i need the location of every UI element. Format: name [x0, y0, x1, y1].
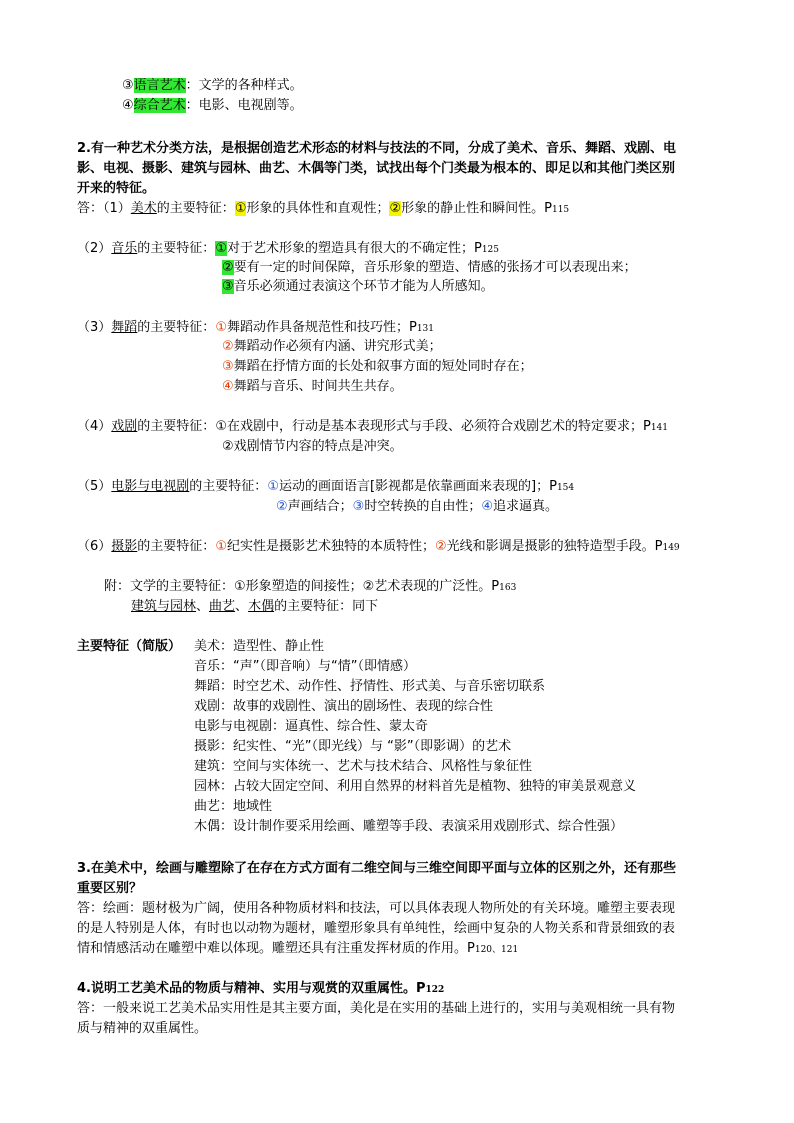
answer-yinyue-2: ②要有一定的时间保障，音乐形象的塑造、情感的张扬才可以表现出来； [222, 260, 637, 275]
numbered-marker: ① [215, 320, 227, 335]
simple-features-heading: 主要特征（简版） [77, 639, 182, 654]
numbered-marker: ② [389, 201, 402, 216]
numbered-marker: ② [222, 260, 234, 275]
answer-dianying: （5）电影与电视剧的主要特征：①运动的画面语言[影视都是依靠画面来表现的]；P154 [77, 479, 575, 494]
simple-feature-item: 曲艺：地域性 [194, 799, 273, 814]
numbered-marker: ② [276, 499, 288, 514]
answer-wudao-2: ②舞蹈动作必须有内涵、讲究形式美； [222, 339, 442, 354]
list-item-comprehensive-art: ④综合艺术：电影、电视剧等。 [122, 98, 303, 113]
answer-yinyue-3: ③音乐必须通过表演这个环节才能为人所感知。 [222, 279, 494, 294]
simple-feature-item: 园林：占较大固定空间、利用自然界的材料首先是植物、独特的审美景观意义 [194, 779, 637, 794]
appendix-others: 建筑与园林、曲艺、木偶的主要特征：同下 [131, 599, 379, 614]
answer-yinyue: （2）音乐的主要特征：①对于艺术形象的塑造具有很大的不确定性；P125 [77, 241, 499, 256]
numbered-marker: ② [222, 339, 234, 354]
numbered-marker: ④ [222, 379, 234, 394]
simple-feature-item: 摄影：纪实性、“光”（即光线）与 “影”（即影调）的艺术 [194, 739, 512, 754]
question-2-title-line: 影、电视、摄影、建筑与园林、曲艺、木偶等门类，试找出每个门类最为根本的、即足以和其他门类区别 [77, 161, 676, 176]
numbered-marker: ① [267, 479, 279, 494]
answer-wudao: （3）舞蹈的主要特征：①舞蹈动作具备规范性和技巧性；P131 [77, 320, 434, 335]
numbered-marker: ② [222, 439, 234, 454]
simple-feature-item: 电影与电视剧：逼真性、综合性、蒙太奇 [194, 719, 429, 734]
simple-feature-item: 木偶：设计制作要采用绘画、雕塑等手段、表演采用戏剧形式、综合性强） [194, 819, 624, 834]
appendix-literature: 附：文学的主要特征：①形象塑造的间接性；②艺术表现的广泛性。P163 [104, 579, 517, 594]
question-3-title-line: 3.在美术中，绘画与雕塑除了在存在方式方面有二维空间与三维空间即平面与立体的区别之外，还有那些 [77, 861, 676, 876]
numbered-marker: ③ [222, 359, 234, 374]
numbered-marker: ① [215, 241, 227, 256]
numbered-marker: ③ [222, 279, 234, 294]
answer-wudao-3: ③舞蹈在抒情方面的长处和叙事方面的短处同时存在； [222, 359, 533, 374]
numbered-marker: ② [434, 539, 447, 554]
question-2-title-line: 开来的特征。 [77, 181, 156, 196]
answer-dianying-2: ②声画结合；③时空转换的自由性；④追求逼真。 [276, 499, 559, 514]
highlight-term: 综合艺术 [133, 98, 186, 113]
numbered-marker: ① [215, 539, 227, 554]
numbered-marker: ③ [352, 499, 365, 514]
question-3-answer-line: 的是人特别是人体，有时也以动物为题材，雕塑形象具有单纯性，绘画中复杂的人物关系和背景细致的表 [77, 921, 676, 936]
numbered-marker: ④ [481, 499, 493, 514]
question-3-answer-line: 情和情感活动在雕塑中难以体现。雕塑还具有注重发挥材质的作用。P120、121 [77, 941, 519, 956]
answer-xiju-2: ②戏剧情节内容的特点是冲突。 [222, 439, 403, 454]
simple-feature-item: 音乐：“声”（即音响）与“情”（即情感） [194, 659, 416, 674]
answer-meishu: 答：（1）美术的主要特征：①形象的具体性和直观性；②形象的静止性和瞬间性。P115 [77, 201, 570, 216]
simple-feature-item: 戏剧：故事的戏剧性、演出的剧场性、表现的综合性 [194, 699, 494, 714]
answer-xiju: （4）戏剧的主要特征：①在戏剧中，行动是基本表现形式与手段、必须符合戏剧艺术的特定要求；P141 [77, 419, 668, 434]
numbered-marker: ① [215, 419, 227, 434]
question-3-title-line: 重要区别？ [77, 881, 143, 896]
list-item-language-art: ③语言艺术：文学的各种样式。 [122, 78, 303, 93]
answer-sheying: （6）摄影的主要特征：①纪实性是摄影艺术独特的本质特性；②光线和影调是摄影的独特造型手段。P149 [77, 539, 680, 554]
simple-feature-item: 美术：造型性、静止性 [194, 639, 325, 654]
answer-wudao-4: ④舞蹈与音乐、时间共生共存。 [222, 379, 403, 394]
simple-feature-item: 舞蹈：时空艺术、动作性、抒情性、形式美、与音乐密切联系 [194, 679, 546, 694]
question-2-title-line: 2.有一种艺术分类方法，是根据创造艺术形态的材料与技法的不同，分成了美术、音乐、舞蹈、戏剧、电 [77, 141, 676, 156]
question-4-title: 4.说明工艺美术品的物质与精神、实用与观赏的双重属性。P122 [77, 981, 445, 996]
question-4-answer-line: 质与精神的双重属性。 [77, 1021, 208, 1036]
question-3-answer-line: 答：绘画：题材极为广阔，使用各种物质材料和技法，可以具体表现人物所处的有关环境。雕塑主要表现 [77, 901, 676, 916]
numbered-marker: ① [234, 201, 247, 216]
highlight-term: 语言艺术 [133, 78, 186, 93]
question-4-answer-line: 答：一般来说工艺美术品实用性是其主要方面，美化是在实用的基础上进行的，实用与美观相统一具有物 [77, 1001, 676, 1016]
simple-feature-item: 建筑：空间与实体统一、艺术与技术结合、风格性与象征性 [194, 759, 533, 774]
